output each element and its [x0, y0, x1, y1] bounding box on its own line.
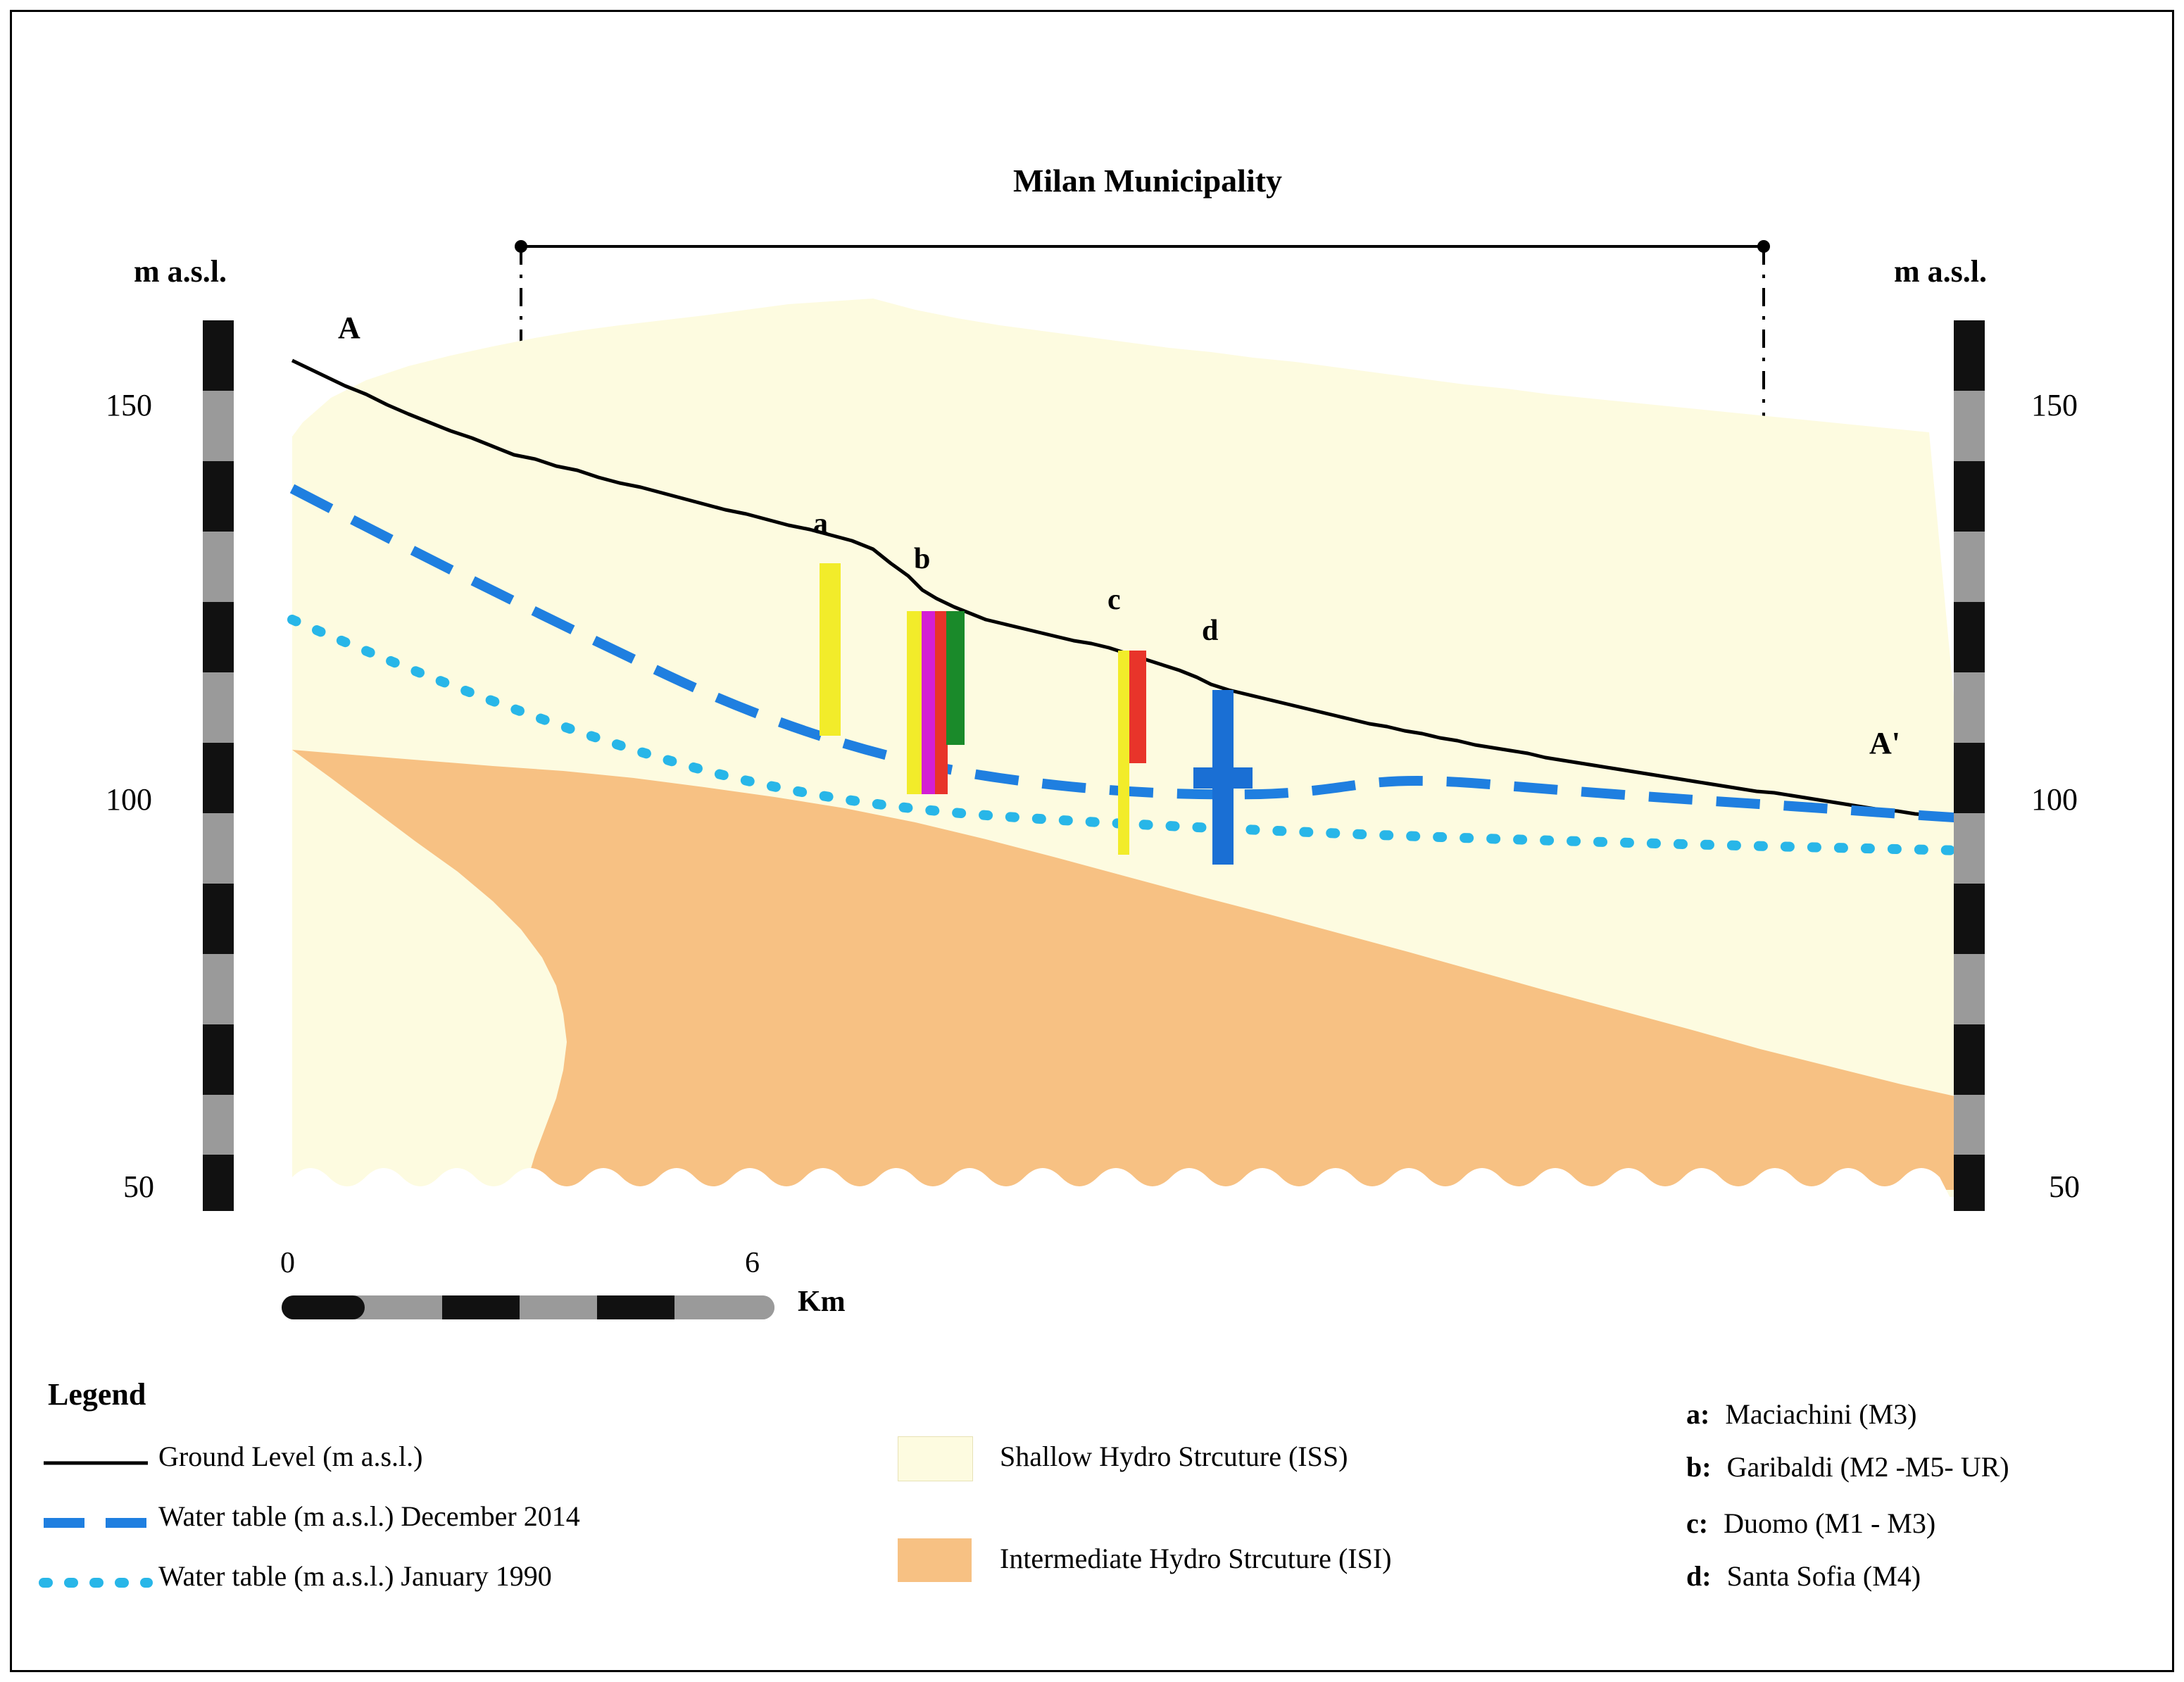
axis-label-left: m a.s.l.: [134, 254, 227, 289]
wavy-bottom-mask: [292, 1168, 1971, 1239]
borehole-label-c: c: [1107, 584, 1121, 616]
legend-label-water-table-1990: Water table (m a.s.l.) January 1990: [158, 1560, 552, 1592]
legend-swatch-intermediate-hydro-structure: [898, 1538, 972, 1582]
legend-label-shallow-hydro-structure: Shallow Hydro Strcuture (ISS): [1000, 1441, 1348, 1472]
axis-tick-right-100: 100: [2031, 782, 2078, 817]
legend-station-b: [1686, 1450, 2009, 1483]
axis-tick-left-50: 50: [123, 1169, 154, 1204]
legend-swatch-shallow-hydro-structure: [898, 1436, 973, 1481]
legend-label-intermediate-hydro-structure: Intermediate Hydro Strcuture (ISI): [1000, 1543, 1392, 1574]
legend-label-ground-level: Ground Level (m a.s.l.): [158, 1441, 423, 1472]
axis-tick-right-50: 50: [2049, 1169, 2080, 1204]
borehole-label-a: a: [813, 508, 828, 540]
borehole-a-maciachini: [820, 563, 841, 736]
axis-tick-left-150: 150: [106, 388, 152, 422]
section-end-label: A': [1869, 726, 1900, 760]
scale-bar: [282, 1295, 774, 1319]
borehole-label-d: d: [1202, 615, 1219, 647]
axis-tick-left-100: 100: [106, 782, 152, 817]
axis-label-right: m a.s.l.: [1894, 254, 1987, 289]
legend-station-d: [1686, 1559, 1921, 1593]
municipality-title: Milan Municipality: [1012, 163, 1283, 199]
legend-station-a: [1686, 1398, 1916, 1431]
legend-station-a-key: a:: [1686, 1398, 1710, 1430]
legend-station-b-key: b:: [1686, 1451, 1712, 1483]
legend-station-d-key: d:: [1686, 1560, 1712, 1592]
axis-tick-right-150: 150: [2031, 388, 2078, 422]
legend-station-c-key: c:: [1686, 1507, 1709, 1539]
legend-station-b-label: Garibaldi (M2 -M5- UR): [1726, 1451, 2009, 1483]
elevation-axis-right: [1954, 320, 1985, 1211]
legend-station-c-label: Duomo (M1 - M3): [1724, 1507, 1936, 1539]
elevation-axis-left: [203, 320, 234, 1211]
legend-station-c: [1686, 1507, 1935, 1540]
scale-bar-unit-label: Km: [798, 1286, 846, 1318]
legend-station-d-label: Santa Sofia (M4): [1726, 1560, 1921, 1592]
legend-label-water-table-2014: Water table (m a.s.l.) December 2014: [158, 1500, 580, 1532]
scale-bar-end-label: 6: [745, 1247, 760, 1279]
legend-station-a-label: Maciachini (M3): [1725, 1398, 1917, 1430]
borehole-label-b: b: [914, 543, 931, 575]
legend-title: Legend: [48, 1377, 146, 1412]
section-start-label: A: [338, 310, 360, 345]
scale-bar-start-label: 0: [280, 1247, 295, 1279]
